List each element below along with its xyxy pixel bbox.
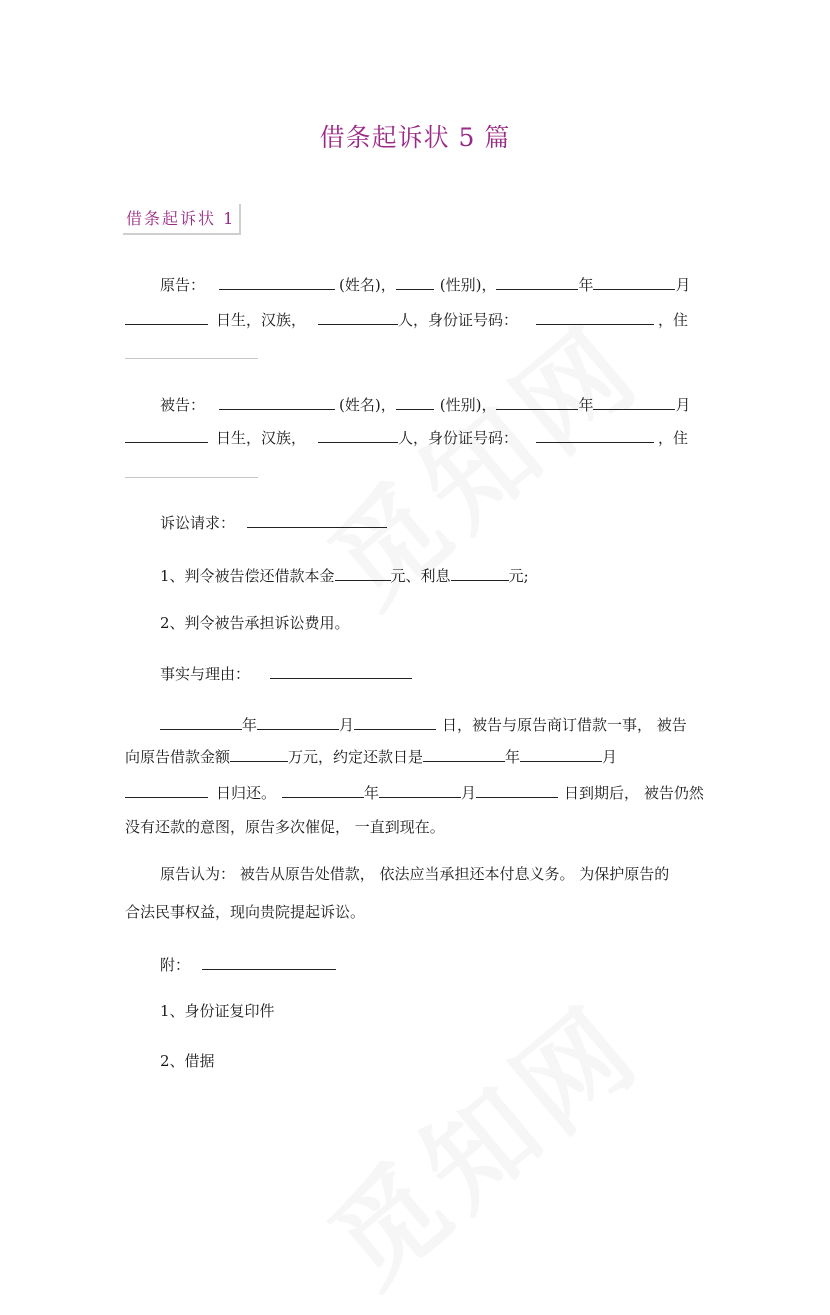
facts-heading (160, 663, 412, 685)
name-label: (姓名)， (339, 396, 396, 414)
day-blank[interactable] (476, 782, 558, 798)
address-label: ，住 (658, 429, 689, 447)
opinion-line-2: 合法民事权益，现向贵院提起诉讼。 (125, 903, 366, 921)
id-blank[interactable] (536, 309, 654, 325)
facts-text: 日归还。 (216, 784, 277, 802)
month-blank[interactable] (379, 782, 461, 798)
claim-1-text: 元、利息 (390, 567, 451, 585)
year-blank[interactable] (496, 394, 578, 410)
section-heading: 借条起诉状 1 (123, 204, 241, 235)
facts-line-3 (125, 782, 704, 804)
facts-blank[interactable] (270, 663, 412, 679)
claim-1-text: 元; (508, 567, 529, 585)
principal-blank[interactable] (335, 565, 391, 581)
facts-line-2 (125, 746, 617, 768)
year-blank[interactable] (282, 782, 364, 798)
attachment-item: 2、借据 (160, 1052, 215, 1070)
plaintiff-label: 原告： (160, 276, 206, 294)
gender-blank[interactable] (396, 394, 434, 410)
watermark (291, 963, 668, 1315)
year-label: 年 (364, 784, 380, 802)
claim-2: 2、判令被告承担诉讼费用。 (160, 614, 350, 632)
claim-1 (160, 565, 529, 587)
interest-blank[interactable] (451, 565, 509, 581)
facts-text: 日到期后， 被告仍然 (564, 784, 704, 802)
address-blank[interactable] (125, 477, 258, 478)
month-label: 月 (675, 396, 691, 414)
gender-label: (性别)， (439, 396, 497, 414)
name-blank[interactable] (219, 274, 335, 290)
month-label: 月 (339, 716, 355, 734)
day-blank[interactable] (125, 427, 208, 443)
year-label: 年 (242, 716, 258, 734)
address-label: ，住 (658, 311, 689, 329)
name-label: (姓名)， (339, 276, 396, 294)
attachment-blank[interactable] (202, 954, 336, 970)
plaintiff-line-1 (160, 274, 690, 296)
facts-text: 日，被告与原告商订借款一事， 被告 (442, 716, 687, 734)
year-label: 年 (505, 748, 521, 766)
defendant-line-2 (125, 427, 688, 449)
claims-blank[interactable] (247, 512, 387, 528)
address-blank[interactable] (125, 358, 258, 359)
plaintiff-line-2 (125, 309, 688, 331)
facts-line-4: 没有还款的意图，原告多次催促， 一直到现在。 (125, 818, 445, 836)
gender-blank[interactable] (396, 274, 434, 290)
id-label: 人，身份证号码： (398, 429, 519, 447)
year-label: 年 (578, 276, 594, 294)
month-blank[interactable] (520, 746, 602, 762)
day-blank[interactable] (125, 782, 208, 798)
ethnicity-blank[interactable] (318, 427, 398, 443)
defendant-line-1 (160, 394, 690, 416)
facts-line-1 (160, 714, 687, 736)
claims-heading (160, 512, 387, 534)
opinion-line-1: 原告认为： 被告从原告处借款， 依法应当承担还本付息义务。 为保护原告的 (160, 865, 670, 883)
day-ethnicity-label: 日生，汉族， (216, 311, 307, 329)
month-blank[interactable] (593, 274, 675, 290)
day-ethnicity-label: 日生，汉族， (216, 429, 307, 447)
month-blank[interactable] (257, 714, 339, 730)
attachment-label: 附： (160, 956, 191, 974)
day-blank[interactable] (125, 309, 208, 325)
claims-label: 诉讼请求： (160, 514, 236, 532)
month-label: 月 (675, 276, 691, 294)
id-blank[interactable] (536, 427, 654, 443)
attachment-item: 1、身份证复印件 (160, 1002, 275, 1020)
name-blank[interactable] (219, 394, 335, 410)
year-blank[interactable] (496, 274, 578, 290)
month-label: 月 (602, 748, 618, 766)
month-blank[interactable] (593, 394, 675, 410)
facts-text: 万元，约定还款日是 (288, 748, 424, 766)
claim-1-text: 1、判令被告偿还借款本金 (160, 567, 335, 585)
year-blank[interactable] (160, 714, 242, 730)
facts-label: 事实与理由： (160, 665, 251, 683)
document-title: 借条起诉状 5 篇 (319, 123, 511, 152)
id-label: 人，身份证号码： (398, 311, 519, 329)
year-blank[interactable] (423, 746, 505, 762)
month-label: 月 (461, 784, 477, 802)
year-label: 年 (578, 396, 594, 414)
attachment-heading (160, 954, 336, 976)
gender-label: (性别)， (439, 276, 497, 294)
ethnicity-blank[interactable] (318, 309, 398, 325)
facts-text: 向原告借款金额 (125, 748, 231, 766)
day-blank[interactable] (354, 714, 436, 730)
amount-blank[interactable] (230, 746, 288, 762)
defendant-label: 被告： (160, 396, 206, 414)
